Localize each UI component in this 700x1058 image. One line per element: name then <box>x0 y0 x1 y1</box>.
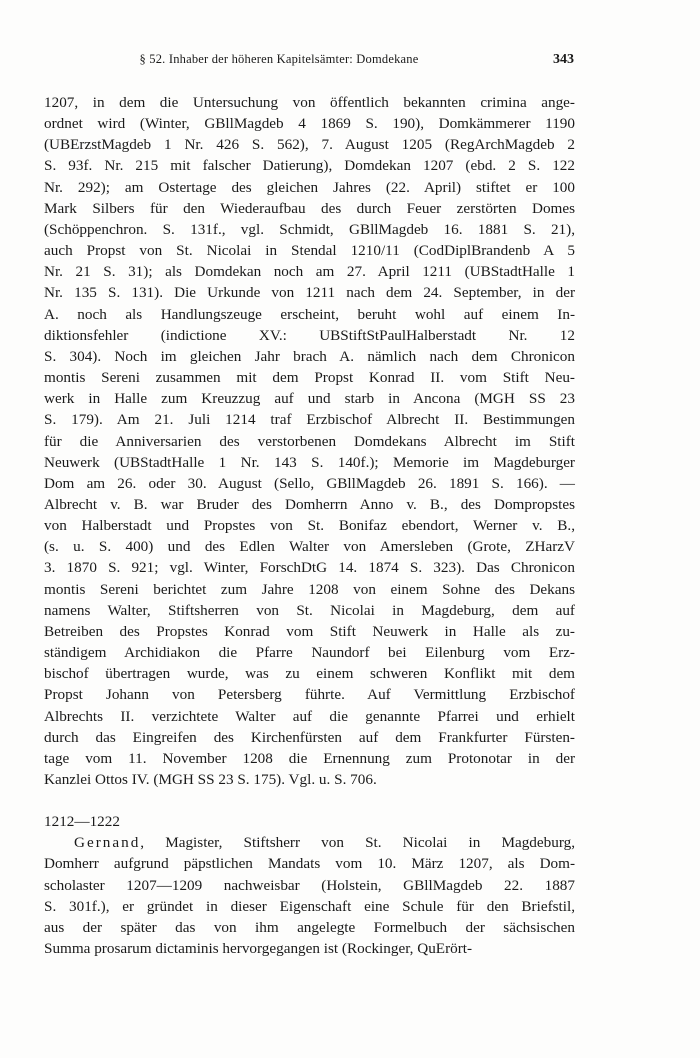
text-line: bischof übertragen wurde, was zu einem schweren Konflikt mit dem <box>44 665 575 683</box>
text-line: durch das Eingreifen des Kirchenfürsten auf dem Frankfurter Fürsten- <box>44 728 575 746</box>
text-line: Betreiben des Propstes Konrad vom Stift Neuwerk in Halle als zu- <box>44 622 575 640</box>
text-line: ständigem Archidiakon die Pfarre Naundorf bei Eilenburg vom Erz- <box>44 644 575 662</box>
text-line: (Schöppenchron. S. 131f., vgl. Schmidt, GBllMagdeb 16. 1881 S. 21), <box>44 220 575 238</box>
text-line: S. 301f.), er gründet in dieser Eigenschaft eine Schule für den Briefstil, <box>44 897 575 915</box>
text-line: von Halberstadt und Propstes von St. Bonifaz ebendort, Werner v. B., <box>44 517 575 535</box>
text-line: Summa prosarum dictaminis hervorgegangen ist (Rockinger, QuErört- <box>44 940 473 958</box>
text-line: Nr. 292); am Ostertage des gleichen Jahres (22. April) stiftet er 100 <box>44 178 575 196</box>
running-header <box>44 52 574 72</box>
text-line: Nr. 135 S. 131). Die Urkunde von 1211 nach dem 24. September, in der <box>44 284 575 302</box>
text-line <box>44 832 575 853</box>
text-line: Kanzlei Ottos IV. (MGH SS 23 S. 175). Vgl. u. S. 706. <box>44 771 377 788</box>
text-line: ordnet wird (Winter, GBllMagdeb 4 1869 S. 190), Domkämmerer 1190 <box>44 115 575 133</box>
text-line: S. 93f. Nr. 215 mit falscher Datierung), Domdekan 1207 (ebd. 2 S. 122 <box>44 157 575 175</box>
body-text <box>44 92 575 959</box>
text-line: A. noch als Handlungszeuge erscheint, beruht wohl auf einem In- <box>44 305 575 323</box>
text-line: Domherr aufgrund päpstlichen Mandats vom 10. März 1207, als Dom- <box>44 855 575 873</box>
text-line: Mark Silbers für den Wiederaufbau des durch Feuer zerstörten Domes <box>44 199 575 217</box>
text-line: aus der später das von ihm angelegte Formelbuch der sächsischen <box>44 918 575 936</box>
text-line: (s. u. S. 400) und des Edlen Walter von Amersleben (Grote, ZHarzV <box>44 538 575 556</box>
text-line: auch Propst von St. Nicolai in Stendal 1210/11 (CodDiplBrandenb A 5 <box>44 242 575 260</box>
text-line: Nr. 21 S. 31); als Domdekan noch am 27. April 1211 (UBStadtHalle 1 <box>44 263 575 281</box>
text-line: scholaster 1207—1209 nachweisbar (Holstein, GBllMagdeb 22. 1887 <box>44 876 575 894</box>
paragraph-albrecht <box>44 92 575 790</box>
running-header-title: § 52. Inhaber der höheren Kapitelsämter: Domdekane <box>139 52 419 66</box>
text-line: diktionsfehler (indictione XV.: UBStiftStPaulHalberstadt Nr. 12 <box>44 326 575 344</box>
text-line: Dom am 26. oder 30. August (Sello, GBllMagdeb 26. 1891 S. 166). — <box>44 474 575 492</box>
text-line: 1207, in dem die Untersuchung von öffentlich bekannten crimina ange- <box>44 94 575 111</box>
text-line: Albrechts II. verzichtete Walter auf die genannte Pfarrei und erhielt <box>44 707 575 725</box>
text-line: tage vom 11. November 1208 die Ernennung zum Protonotar in der <box>44 749 575 767</box>
text-line: werk in Halle zum Kreuzzug auf und starb in Ancona (MGH SS 23 <box>44 390 575 408</box>
entry-date: 1212—1222 <box>44 813 120 831</box>
text-line: S. 304). Noch im gleichen Jahr brach A. nämlich nach dem Chronicon <box>44 347 575 365</box>
text-line-rest: , Magister, Stiftsherr von St. Nicolai in Magdeburg, <box>140 834 575 852</box>
text-line: für die Anniversarien des verstorbenen Domdekans Albrecht im Stift <box>44 432 575 450</box>
text-line: namens Walter, Stiftsherren von St. Nicolai in Magdeburg, dem auf <box>44 601 575 619</box>
page-number: 343 <box>553 52 574 67</box>
text-line: Propst Johann von Petersberg führte. Auf Vermittlung Erzbischof <box>44 686 575 704</box>
text-line: (UBErzstMagdeb 1 Nr. 426 S. 562), 7. August 1205 (RegArchMagdeb 2 <box>44 136 575 154</box>
text-line: montis Sereni zusammen mit dem Propst Konrad II. vom Stift Neu- <box>44 369 575 387</box>
text-line: 3. 1870 S. 921; vgl. Winter, ForschDtG 14. 1874 S. 323). Das Chronicon <box>44 559 575 577</box>
person-name: Gernand <box>74 834 141 852</box>
text-line: montis Sereni berichtet zum Jahre 1208 von einem Sohne des Dekans <box>44 580 575 598</box>
text-line: Neuwerk (UBStadtHalle 1 Nr. 143 S. 140f.); Memorie im Magdeburger <box>44 453 575 471</box>
text-line: S. 179). Am 21. Juli 1214 traf Erzbischof Albrecht II. Bestimmungen <box>44 411 575 429</box>
text-line: Albrecht v. B. war Bruder des Domherrn Anno v. B., des Dompropstes <box>44 495 575 513</box>
paragraph-gernand <box>44 832 575 959</box>
